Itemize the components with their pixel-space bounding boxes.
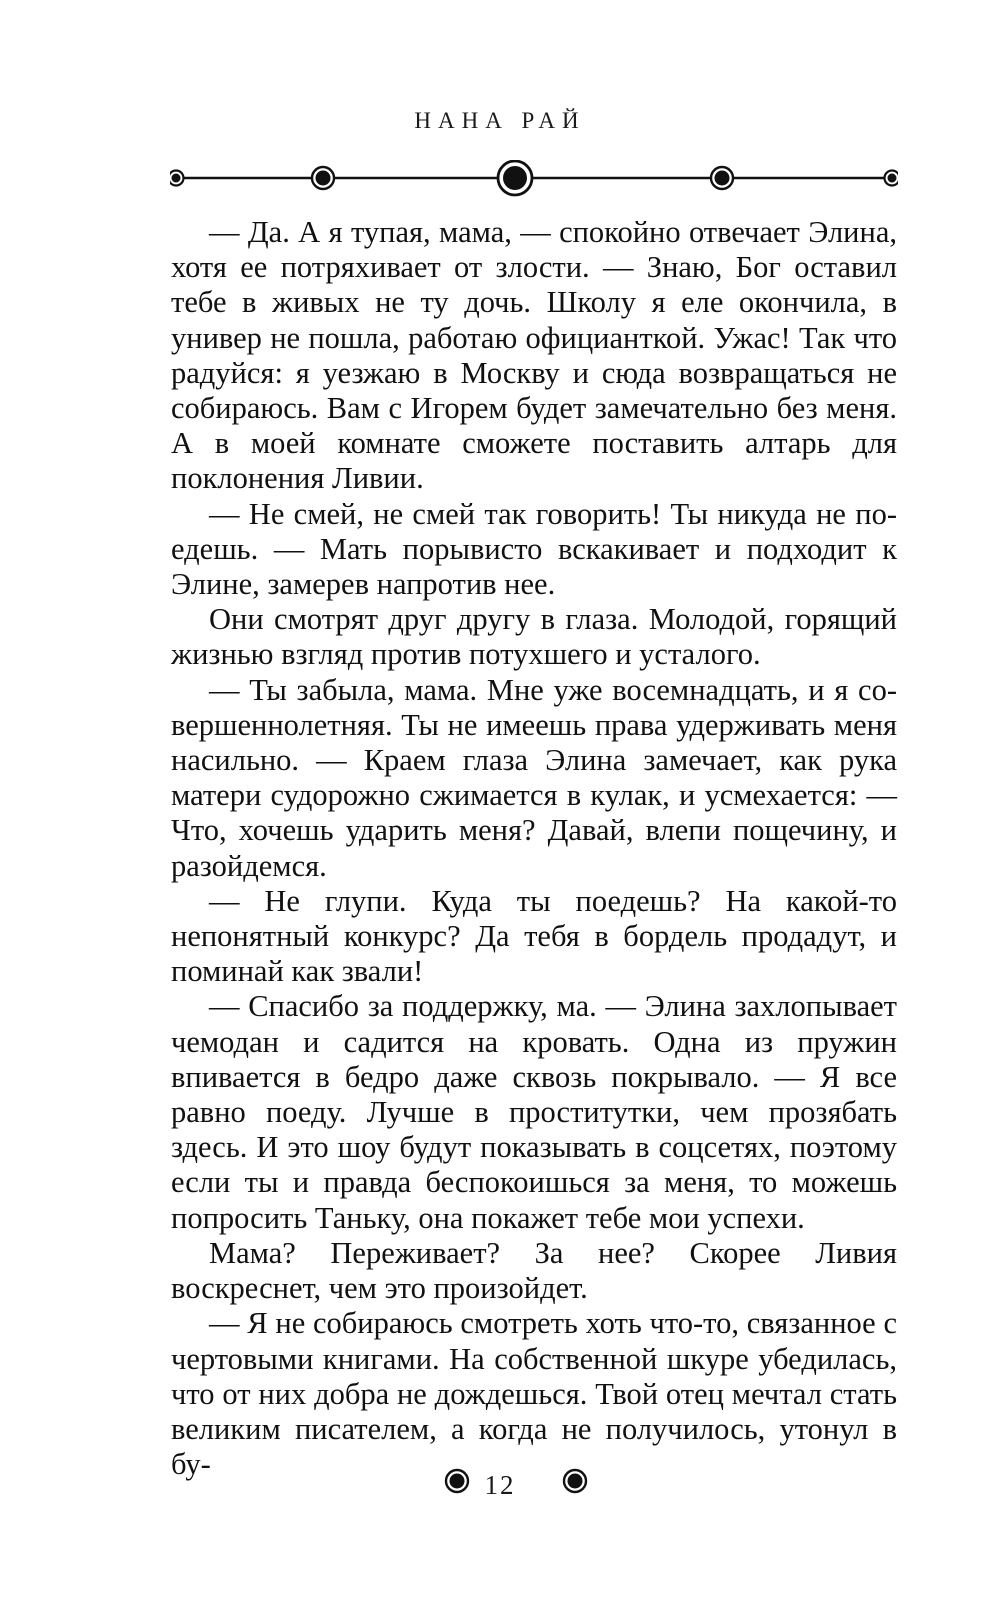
- folio-ornament-right: [560, 1466, 590, 1496]
- paragraph: — Не смей, не смей так говорить! Ты никуда не поедешь. — Мать порывисто вскакивает и подходит к Элине, замерев напротив нее.: [171, 496, 897, 602]
- page-footer: [0, 1466, 1000, 1506]
- paragraph: — Да. А я тупая, мама, — спокойно отвечает Элина, хотя ее потряхивает от злости. — Знаю, Бог оставил тебе в живых не ту дочь. Школу я еле окончила, в универ не пошла, работаю официанткой. Ужас! Так что радуйся: я уезжаю в Москву и сюда возвращаться не собираюсь. Вам с Игорем будет замечательно без меня. А в моей комнате сможете поставить алтарь для поклонения Ливии.: [171, 215, 897, 496]
- paragraph: Они смотрят друг другу в глаза. Молодой, горящий жизнью взгляд против потухшего и усталого.: [171, 602, 897, 672]
- ornament-divider: [170, 160, 898, 200]
- paragraph: — Не глупи. Куда ты поедешь? На какой-то непонятный конкурс? Да тебя в бордель продадут, и поминай как звали!: [171, 883, 897, 989]
- page-number: 12: [484, 1470, 516, 1500]
- paragraph: Мама? Переживает? За нее? Скорее Ливия воскреснет, чем это произойдет.: [171, 1235, 897, 1306]
- paragraph: — Я не собираюсь смотреть хоть что-то, связанное с чертовыми книгами. На собственной шкуре убедилась, что от них добра не дождешься. Твой отец мечтал стать великим писателем, а когда не получилось, утонул в бу-: [171, 1306, 897, 1482]
- running-title: НАНА РАЙ: [414, 108, 586, 133]
- paragraph: — Ты забыла, мама. Мне уже восемнадцать, и я совершеннолетняя. Ты не имеешь права удерживать меня насильно. — Краем глаза Элина замечает, как рука матери судорожно сжимается в кулак, и усмехается: — Что, хочешь ударить меня? Давай, влепи пощечину, и разойдемся.: [171, 672, 897, 883]
- body-text: [171, 215, 897, 1482]
- paragraph: — Спасибо за поддержку, ма. — Элина захлопывает чемодан и садится на кровать. Одна из пружин впивается в бедро даже сквозь покрывало. — Я все равно поеду. Лучше в проститутки, чем прозябать здесь. И это шоу будут показывать в соцсетях, поэтому если ты и правда беспокоишься за меня, то можешь попросить Таньку, она покажет тебе мои успехи.: [171, 989, 897, 1235]
